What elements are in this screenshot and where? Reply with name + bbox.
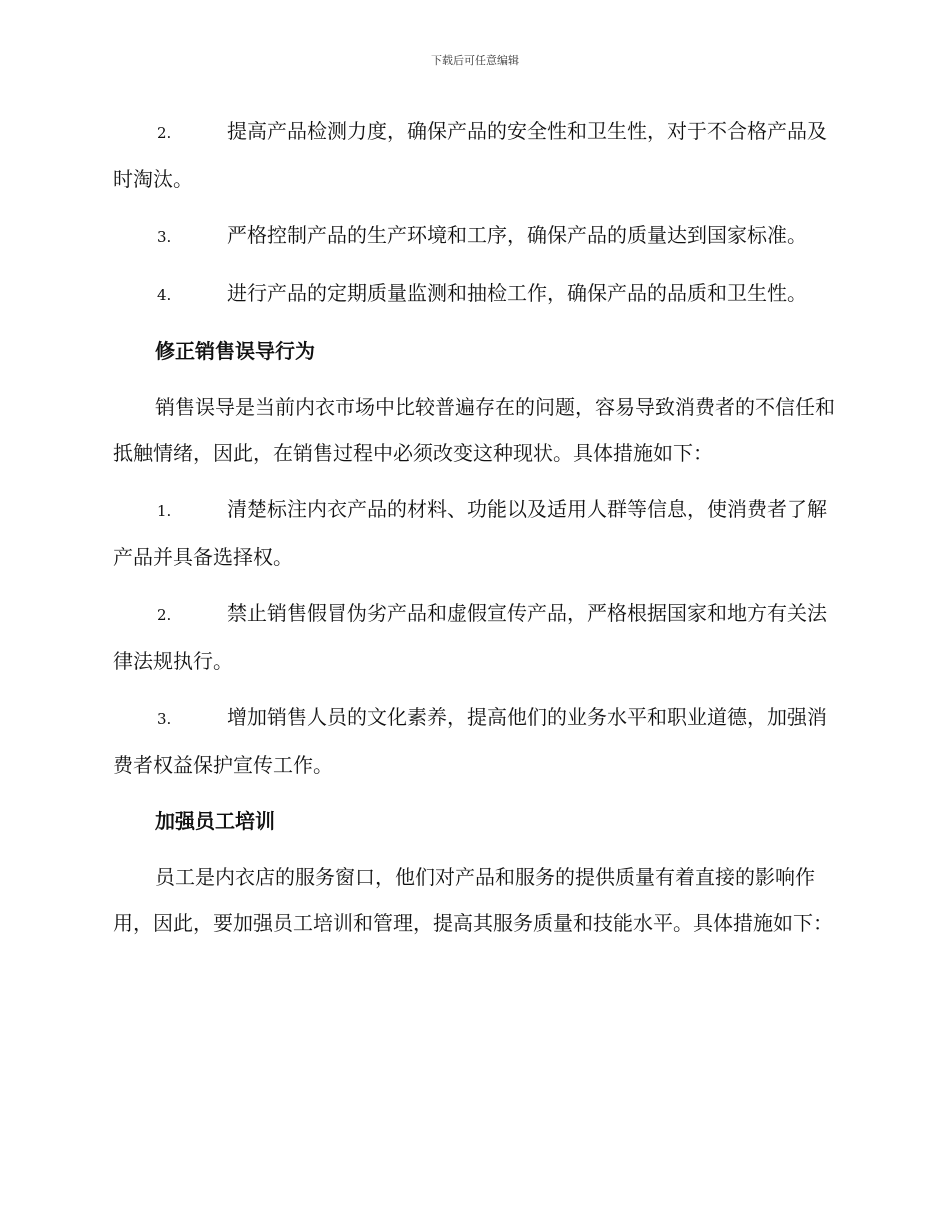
section-intro-sales: 销售误导是当前内衣市场中比较普遍存在的问题，容易导致消费者的不信任和抵触情绪，因此，在销售过程中必须改变这种现状。具体措施如下： [113,395,835,465]
list-item-number: 2. [157,606,172,624]
list-item-text: 禁止销售假冒伪劣产品和虚假宣传产品，严格根据国家和地方有关法律法规执行。 [113,601,827,673]
page-header: 下载后可任意编辑 [431,54,519,67]
list-item [113,212,839,260]
list-item [113,270,839,318]
list-item-number: 3. [157,710,172,728]
list-item-number: 4. [157,286,172,304]
list-item [113,694,839,788]
list-item-text: 清楚标注内衣产品的材料、功能以及适用人群等信息，使消费者了解产品并具备选择权。 [113,497,827,569]
section-intro-training: 员工是内衣店的服务窗口，他们对产品和服务的提供质量有着直接的影响作用，因此，要加强员工培训和管理，提高其服务质量和技能水平。具体措施如下： [113,865,833,935]
list-item-text: 进行产品的定期质量监测和抽检工作，确保产品的品质和卫生性。 [227,281,807,305]
list-item-number: 2. [157,124,172,142]
list-item-text: 严格控制产品的生产环境和工序，确保产品的质量达到国家标准。 [227,223,807,247]
list-item [113,486,839,580]
list-item-number: 1. [157,502,172,520]
list-item [113,590,839,684]
section-heading-sales: 修正销售误导行为 [155,339,315,363]
list-item-text: 增加销售人员的文化素养，提高他们的业务水平和职业道德，加强消费者权益保护宣传工作。 [113,705,827,777]
list-item [113,108,839,202]
list-item-text: 提高产品检测力度，确保产品的安全性和卫生性，对于不合格产品及时淘汰。 [113,119,827,191]
section-heading-training: 加强员工培训 [155,809,275,833]
document-body [113,108,839,956]
list-item-number: 3. [157,228,172,246]
